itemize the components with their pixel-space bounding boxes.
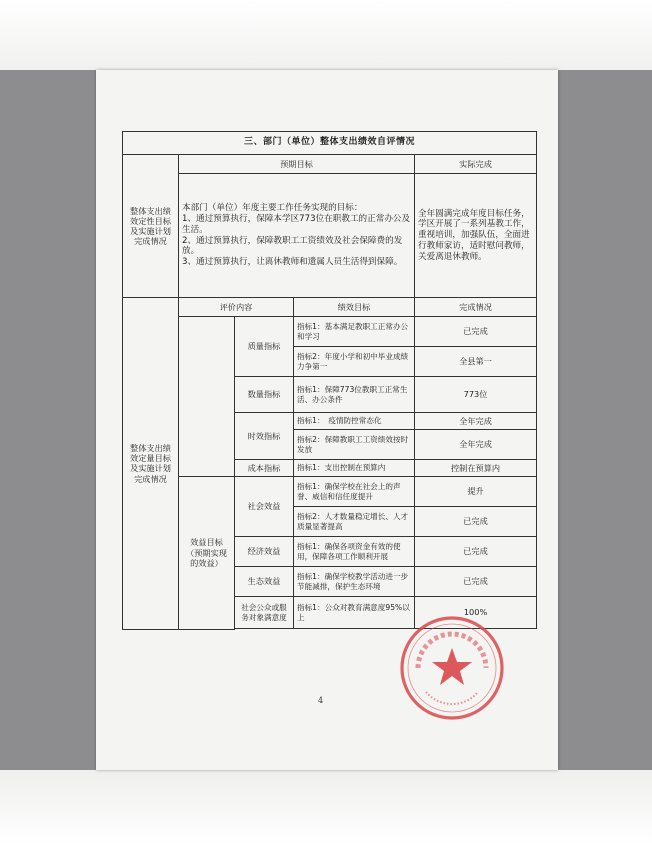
indicator-status: 已完成 [415,537,537,567]
economic-benefit-label: 经济效益 [235,537,294,567]
indicator-target: 指标1： 疫情防控常态化 [294,413,415,430]
indicator-status: 控制在预算内 [415,460,537,477]
quality-indicator-label: 质量指标 [235,317,294,377]
actual-completion-header: 实际完成 [415,155,537,174]
ecological-benefit-label: 生态效益 [235,567,294,597]
quantitative-row-label: 整体支出绩效定量目标及实施计划完成情况 [123,298,179,630]
actual-completion-text: 全年圆满完成年度目标任务，学区开展了一系列基教工作，重视培训，加强队伍，全面进行教师家访，适时慰问教师，关爱离退休教师。 [415,174,537,298]
indicator-target: 指标1：基本满足教职工正常办公和学习 [294,317,415,347]
indicator-target: 指标2：人才数量稳定增长、人才质量显著提高 [294,507,415,537]
goal-line: 2、通过预算执行，保障教职工工资绩效及社会保障费的发放。 [182,235,403,257]
satisfaction-indicator-label: 社会公众或服务对象满意度 [235,597,294,629]
output-indicators-blank [179,317,235,477]
indicator-target: 指标1：确保学校教学活动进一步节能减排，保护生态环境 [294,567,415,597]
social-benefit-label: 社会效益 [235,477,294,537]
page-number: 4 [318,696,324,705]
table-title: 三、部门（单位）整体支出绩效自评情况 [123,132,537,155]
evaluation-table [122,131,537,630]
indicator-status: 全年完成 [415,430,537,460]
indicator-status: 已完成 [415,317,537,347]
cost-indicator-label: 成本指标 [235,460,294,477]
indicator-target: 指标2：保障教职工工资绩效按时发放 [294,430,415,460]
performance-target-header: 绩效目标 [294,298,415,317]
seal-star-icon [432,648,472,685]
indicator-status: 773位 [415,377,537,413]
indicator-target: 指标1：确保学校在社会上的声誉、威信和信任度提升 [294,477,415,507]
indicator-status: 100% [415,597,537,629]
indicator-target: 指标1：公众对教育满意度95%以上 [294,597,415,629]
indicator-target: 指标1：确保各项资金有效的使用，保障各项工作顺利开展 [294,537,415,567]
indicator-status: 全县第一 [415,347,537,377]
indicator-status: 提升 [415,477,537,507]
goal-line: 1、通过预算执行，保障本学区773位在职教工的正常办公及生活。 [182,214,411,235]
spacer-cell [235,629,294,630]
indicator-status: 已完成 [415,507,537,537]
benefit-goal-label: 效益目标（预期实现的效益） [179,477,235,630]
indicator-target: 指标1：支出控制在预算内 [294,460,415,477]
expected-goal-text [179,174,415,298]
indicator-status: 已完成 [415,567,537,597]
qualitative-row-label: 整体支出绩效定性目标及实施计划完成情况 [123,155,179,298]
quantity-indicator-label: 数量指标 [235,377,294,413]
completion-status-header: 完成情况 [415,298,537,317]
indicator-target: 指标1：保障773位教职工正常生活、办公条件 [294,377,415,413]
indicator-status: 全年完成 [415,413,537,430]
expected-goal-header: 预期目标 [179,155,415,174]
timeliness-indicator-label: 时效指标 [235,413,294,460]
scan-background-bottom [0,770,652,844]
goal-line: 3、通过预算执行，让离休教师和遗属人员生活得到保障。 [182,256,403,267]
evaluation-content-header: 评价内容 [179,298,294,317]
official-seal-stamp [396,612,508,724]
goal-line: 本部门（单位）年度主要工作任务实现的目标： [182,203,363,214]
indicator-target: 指标2：年度小学和初中毕业成绩力争第一 [294,347,415,377]
scan-background-top [0,0,652,70]
